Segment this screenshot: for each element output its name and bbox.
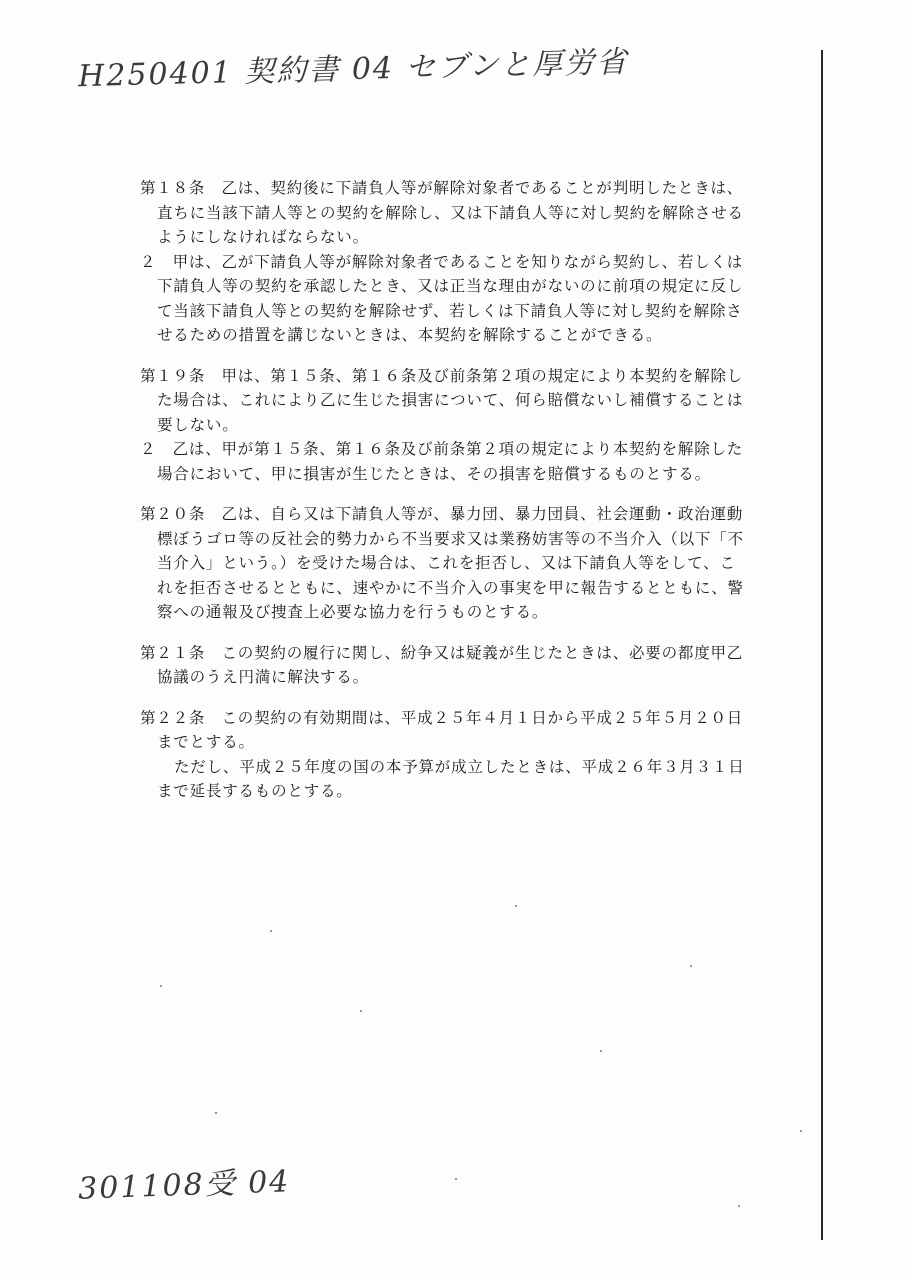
article-20 — [140, 502, 765, 625]
article-line: までとする。 — [157, 733, 255, 751]
article-line: 当介入」という。）を受けた場合は、これを拒否し、又は下請負人等をして、こ — [157, 554, 736, 572]
article-line: ただし、平成２５年度の国の本予算が成立したときは、平成２６年３月３１日 — [174, 757, 745, 776]
article-line: 第２２条 この契約の有効期間は、平成２５年４月１日から平成２５年５月２０日 — [140, 708, 744, 727]
scan-speck — [270, 930, 272, 932]
article-line: 協議のうえ円満に解決する。 — [157, 668, 369, 686]
article-21 — [140, 641, 765, 690]
contract-body — [140, 176, 765, 820]
article-line: 第１８条 乙は、契約後に下請負人等が解除対象者であることが判明したときは、 — [140, 179, 744, 197]
article-line: ようにしなければならない。 — [157, 228, 369, 246]
article-19 — [140, 364, 765, 487]
article-line: せるための措置を講じないときは、本契約を解除することができる。 — [157, 326, 663, 344]
scan-speck — [215, 1112, 217, 1114]
handwritten-bottom-note: 301108受 04 — [77, 1164, 291, 1207]
scan-speck — [360, 1010, 362, 1012]
scan-speck — [690, 965, 692, 967]
article-line: ２ 甲は、乙が下請負人等が解除対象者であることを知りながら契約し、若しくは — [140, 252, 744, 271]
article-line: 察への通報及び捜査上必要な協力を行うものとする。 — [157, 603, 549, 621]
article-line: 標ぼうゴロ等の反社会的勢力から不当要求又は業務妨害等の不当介入（以下「不 — [157, 529, 744, 548]
article-line: ２ 乙は、甲が第１５条、第１６条及び前条第２項の規定により本契約を解除した — [140, 440, 744, 458]
article-line: 下請負人等の契約を承認したとき、又は正当な理由がないのに前項の規定に反し — [157, 277, 744, 295]
article-line: れを拒否させるとともに、速やかに不当介入の事実を甲に報告するとともに、警 — [157, 578, 744, 597]
article-line: 第１９条 甲は、第１５条、第１６条及び前条第２項の規定により本契約を解除し — [140, 366, 744, 385]
article-line: て当該下請負人等との契約を解除せず、若しくは下請負人等に対し契約を解除さ — [157, 301, 743, 320]
scan-speck — [515, 905, 517, 907]
article-line: 第２０条 乙は、自ら又は下請負人等が、暴力団、暴力団員、社会運動・政治運動 — [140, 505, 744, 523]
article-18 — [140, 176, 765, 348]
scan-speck — [738, 1205, 740, 1207]
scan-speck — [160, 985, 162, 987]
handwritten-top-note: H250401 契約書 04 セブンと厚労省 — [77, 44, 629, 95]
scan-speck — [455, 1178, 457, 1180]
right-margin-rule — [821, 50, 823, 1240]
scan-speck — [800, 1130, 802, 1132]
article-line: た場合は、これにより乙に生じた損害について、何ら賠償ないし補償することは — [157, 391, 744, 409]
article-line: 第２１条 この契約の履行に関し、紛争又は疑義が生じたときは、必要の都度甲乙 — [140, 643, 744, 662]
article-22 — [140, 706, 765, 804]
article-line: まで延長するものとする。 — [157, 782, 353, 800]
scan-speck — [600, 1050, 602, 1052]
article-line: 場合において、甲に損害が生じたときは、その損害を賠償するものとする。 — [157, 464, 711, 483]
article-line: 要しない。 — [157, 415, 239, 434]
article-line: 直ちに当該下請人等との契約を解除し、又は下請負人等に対し契約を解除させる — [157, 203, 744, 222]
